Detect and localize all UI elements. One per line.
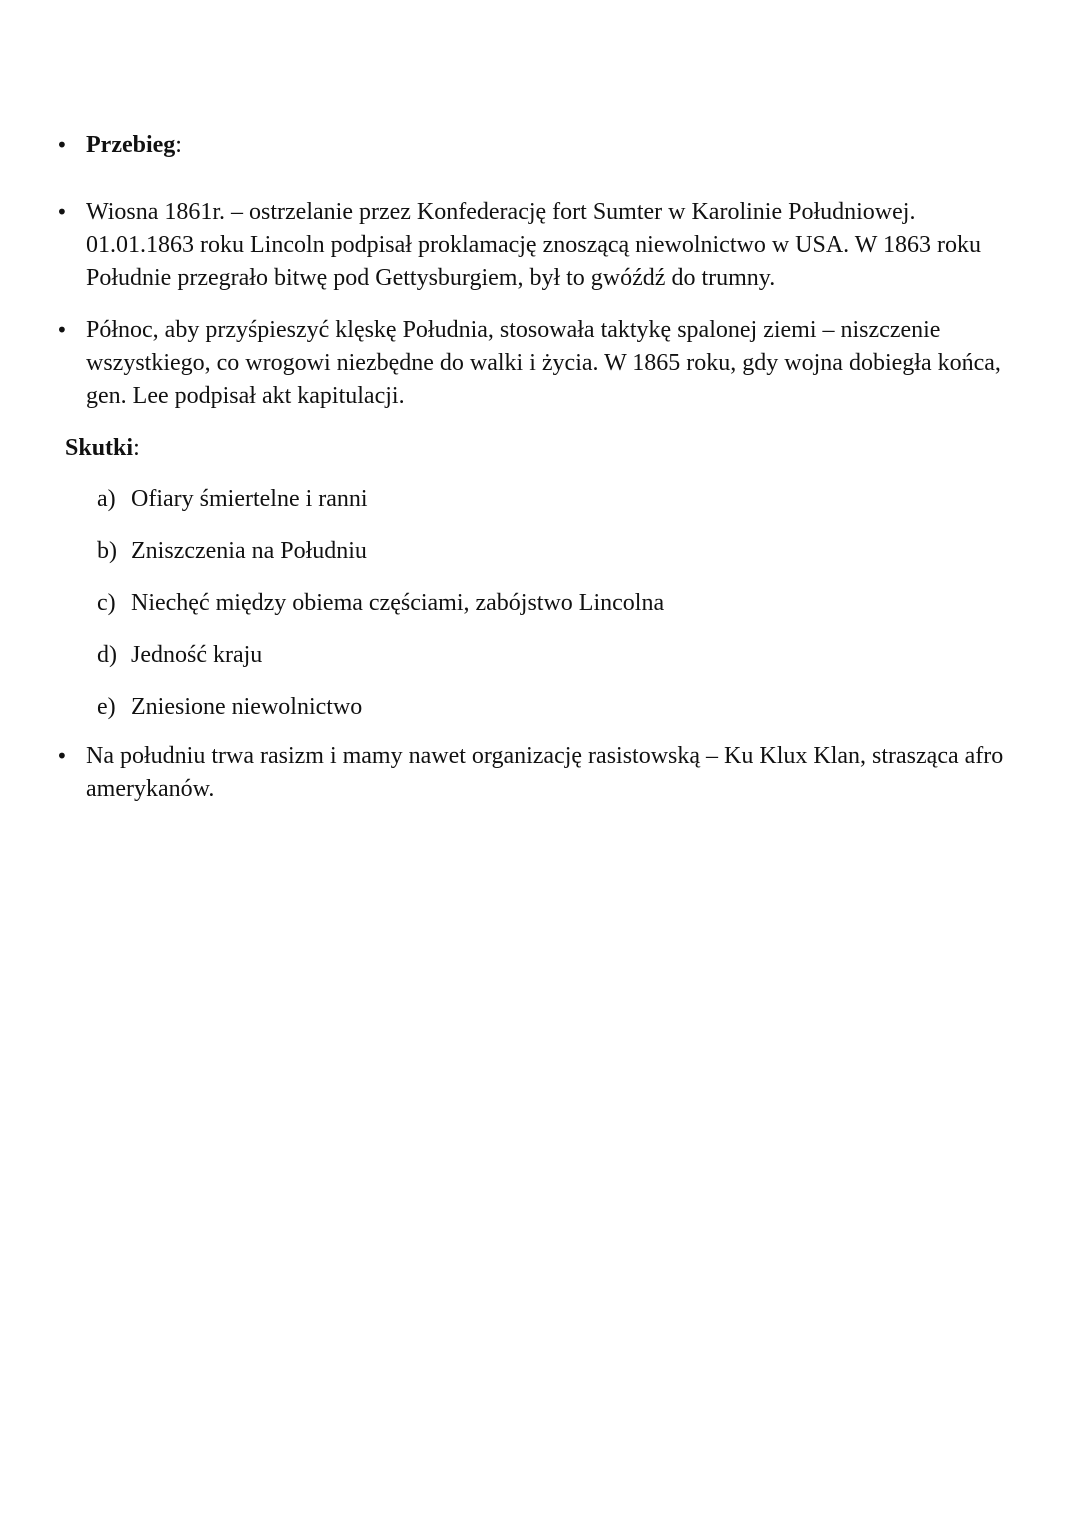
- list-item: [97, 587, 997, 620]
- bullet-item-course-2: [56, 314, 1026, 413]
- list-item: [97, 639, 997, 672]
- list-item-text: Jedność kraju: [131, 642, 263, 668]
- bullet-text: Wiosna 1861r. – ostrzelanie przez Konfederację fort Sumter w Karolinie Południowej. 01.01.1863 roku Lincoln podpisał proklamację znoszącą niewolnictwo w USA. W 1863 roku Południe przegrało bitwę pod Gettysburgiem, był to gwóźdź do trumny.: [86, 199, 981, 291]
- list-item: [97, 483, 997, 516]
- przebieg-heading: [86, 129, 1026, 162]
- skutki-colon: :: [133, 435, 140, 461]
- bullet-text: Północ, aby przyśpieszyć klęskę Południa, stosowała taktykę spalonej ziemi – niszczenie wszystkiego, co wrogowi niezbędne do walki i życia. W 1865 roku, gdy wojna dobiegła końca, gen. Lee podpisał akt kapitulacji.: [86, 317, 1001, 409]
- list-item-letter: d): [97, 642, 117, 668]
- skutki-label: Skutki: [65, 435, 134, 461]
- bullet-icon: •: [56, 133, 68, 157]
- bullet-item-course-1: [56, 196, 1026, 295]
- list-item-text: Zniszczenia na Południu: [131, 538, 367, 564]
- bullet-icon: •: [56, 744, 68, 768]
- list-item: [97, 691, 997, 724]
- list-item-letter: c): [97, 590, 116, 616]
- list-item-text: Niechęć między obiema częściami, zabójstwo Lincolna: [131, 590, 665, 616]
- przebieg-heading-item: [56, 129, 1026, 162]
- bullet-icon: •: [56, 200, 68, 224]
- bullet-item-racism: [56, 740, 1026, 806]
- skutki-list: [97, 483, 997, 743]
- list-item: [97, 535, 997, 568]
- skutki-heading: [65, 432, 140, 465]
- list-item-letter: a): [97, 486, 116, 512]
- list-item-text: Ofiary śmiertelne i ranni: [131, 486, 368, 512]
- list-item-letter: b): [97, 538, 117, 564]
- przebieg-label: Przebieg: [86, 132, 176, 158]
- list-item-text: Zniesione niewolnictwo: [131, 694, 363, 720]
- list-item-letter: e): [97, 694, 116, 720]
- bullet-icon: •: [56, 318, 68, 342]
- przebieg-colon: :: [175, 132, 182, 158]
- bullet-text: Na południu trwa rasizm i mamy nawet organizację rasistowską – Ku Klux Klan, strasząca afro amerykanów.: [86, 743, 1004, 802]
